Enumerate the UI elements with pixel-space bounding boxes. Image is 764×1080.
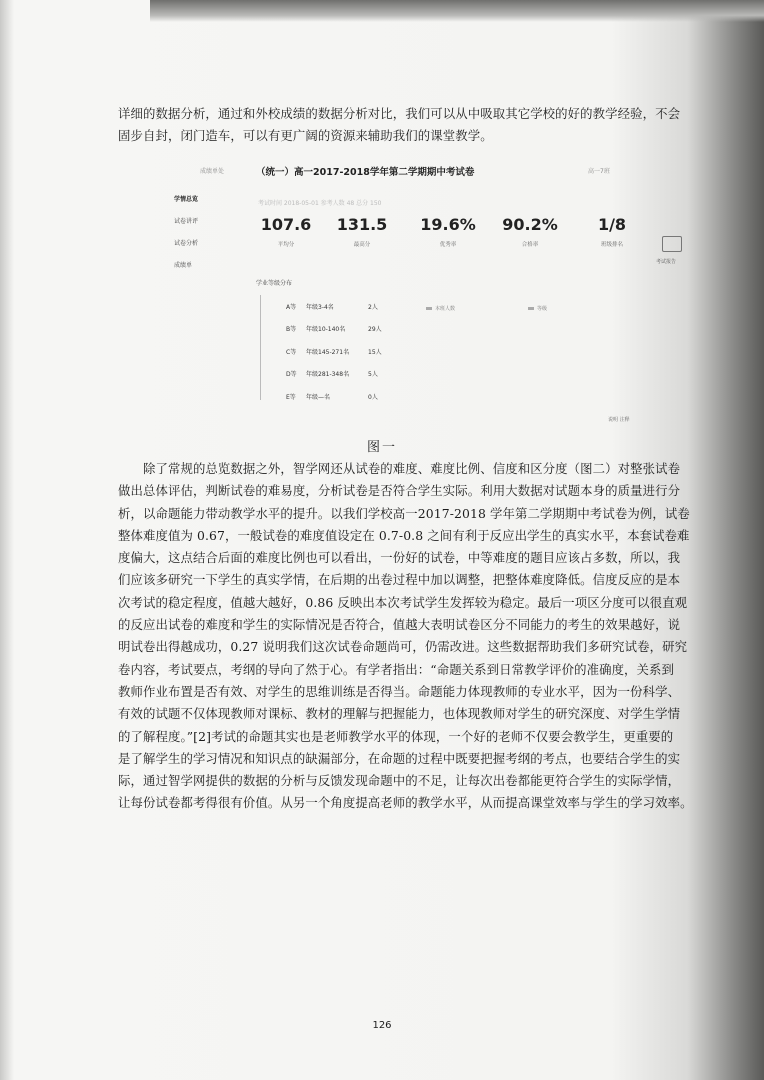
distribution-count: 29人	[368, 326, 382, 333]
body-line: 整体难度值为 0.67，一般试卷的难度值设定在 0.7-0.8 之间有利于反应出学生的真实水平，本套试卷难	[118, 527, 690, 543]
body-line: 际，通过智学网提供的数据的分析与反馈发现命题中的不足，让每次出卷都能更符合学生的实际学情，	[118, 773, 681, 789]
intro-line: 固步自封，闭门造车，可以有更广阔的资源来辅助我们的课堂教学。	[118, 128, 493, 144]
intro-line: 详细的数据分析，通过和外校成绩的数据分析对比，我们可以从中吸取其它学校的好的教学经验，不会	[118, 106, 681, 121]
distribution-grade: B等	[286, 326, 297, 333]
stat-class-rank	[572, 215, 652, 248]
body-line: 度偏大，这点结合后面的难度比例也可以看出，一份好的试卷，中等难度的题目应该占多数，所以，我	[118, 550, 681, 566]
figure-nav-item[interactable]: 试卷讲评	[174, 218, 199, 225]
stat-pass-rate	[490, 215, 570, 248]
distribution-count: 0人	[368, 394, 378, 401]
distribution-count: 2人	[368, 304, 378, 311]
legend-label: 等级	[537, 306, 548, 312]
body-line: 卷内容，考试要点，考纲的导向了然于心。有学者指出：“命题关系到日常教学评价的准确度，关系到	[118, 661, 675, 677]
stat-max	[322, 215, 402, 248]
body-line: 们应该多研究一下学生的真实学情，在后期的出卷过程中加以调整，把整体难度降低。信度反应的是本	[118, 572, 681, 588]
distribution-range: 年级3-4名	[306, 304, 334, 311]
stat-label: 平均分	[277, 242, 295, 248]
stat-label: 最高分	[353, 242, 371, 248]
figure-nav-item[interactable]: 成绩单	[174, 262, 193, 269]
figure-nav-item[interactable]: 试卷分析	[174, 240, 199, 247]
distribution-range: 年级—名	[306, 394, 331, 401]
body-line: 明试卷出得越成功，0.27 说明我们这次试卷命题尚可，仍需改进。这些数据帮助我们多研究试卷，研究	[118, 639, 688, 655]
body-line: 有效的试题不仅体现教师对课标、教材的理解与把握能力，也体现教师对学生的研究深度、对学生学情	[118, 706, 681, 722]
legend-label: 本班人数	[435, 306, 456, 312]
figure-caption: 图一	[366, 440, 397, 455]
stat-label: 合格率	[521, 242, 539, 248]
body-line: 做出总体评估，判断试卷的难易度，分析试卷是否符合学生实际。利用大数据对试题本身的质量进行分	[118, 483, 681, 499]
stat-value: 1/8	[597, 215, 627, 234]
figure-header-right: 高一7班	[588, 168, 610, 175]
figure-footer: 说明 注释	[608, 417, 630, 423]
body-line: 是了解学生的学习情况和知识点的缺漏部分，在命题的过程中既要把握考纲的考点，也要结合学生的实	[118, 750, 681, 766]
scan-shadow-top	[150, 0, 764, 22]
intro-paragraph	[118, 103, 718, 148]
figure-title: （统一）高一2017-2018学年第二学期期中考试卷	[256, 167, 475, 178]
body-line: 教师作业布置是否有效、对学生的思维训练是否得当。命题能力体现教师的专业水平，因为一份科学、	[118, 683, 681, 699]
stat-value: 90.2%	[502, 215, 558, 234]
stat-value: 131.5	[336, 215, 388, 234]
scan-shadow-left	[0, 0, 14, 1080]
legend-item	[528, 305, 547, 312]
body-line: 除了常规的总览数据之外，智学网还从试卷的难度、难度比例、信度和区分度（图二）对整张试卷	[118, 461, 681, 476]
stat-value: 19.6%	[420, 215, 476, 234]
distribution-title: 学业等级分布	[256, 280, 293, 287]
stat-average	[246, 215, 326, 248]
distribution-divider	[260, 295, 261, 400]
page-number: 126	[372, 1020, 392, 1031]
stat-excellent-rate	[408, 215, 488, 248]
distribution-grade: D等	[286, 371, 297, 378]
figure-subtitle: 考试时间 2018-05-01 参考人数 48 总分 150	[258, 200, 382, 207]
stat-value: 107.6	[260, 215, 312, 234]
body-paragraph	[118, 458, 718, 815]
distribution-range: 年级145-271名	[306, 349, 350, 356]
distribution-count: 15人	[368, 349, 382, 356]
body-line: 的反应出试卷的难度和学生的实际情况是否符合，值越大表明试卷区分不同能力的考生的效果越好，说	[118, 617, 681, 633]
figure-nav	[174, 194, 234, 282]
body-line: 让每份试卷都考得很有价值。从另一个角度提高老师的教学水平，从而提高课堂效率与学生的学习效率。	[118, 795, 693, 811]
distribution-range: 年级281-348名	[306, 371, 350, 378]
distribution-grade: A等	[286, 304, 297, 311]
distribution-grade: C等	[286, 349, 297, 356]
exam-report-icon[interactable]	[662, 236, 682, 252]
exam-report-label: 考试报告	[656, 259, 677, 265]
figure-nav-item[interactable]: 学情总览	[174, 196, 199, 203]
stat-label: 班级排名	[600, 242, 623, 248]
figure-header-left: 成绩单处	[200, 168, 225, 175]
distribution-count: 5人	[368, 371, 378, 378]
stat-label: 优秀率	[439, 242, 457, 248]
body-line: 析，以命题能力带动教学水平的提升。以我们学校高一2017-2018 学年第二学期期中考试卷为例，试卷	[118, 505, 690, 521]
legend-item	[426, 305, 455, 312]
distribution-range: 年级10-140名	[306, 326, 346, 333]
body-line: 次考试的稳定程度，值越大越好，0.86 反映出本次考试学生发挥较为稳定。最后一项区分度可以很直观	[118, 594, 688, 610]
figure-screenshot	[168, 160, 688, 428]
figure-header	[168, 160, 688, 182]
distribution-grade: E等	[286, 394, 296, 401]
body-line: 的了解程度。”[2]考试的命题其实也是老师教学水平的体现，一个好的老师不仅要会教学生，更重要的	[118, 728, 674, 744]
